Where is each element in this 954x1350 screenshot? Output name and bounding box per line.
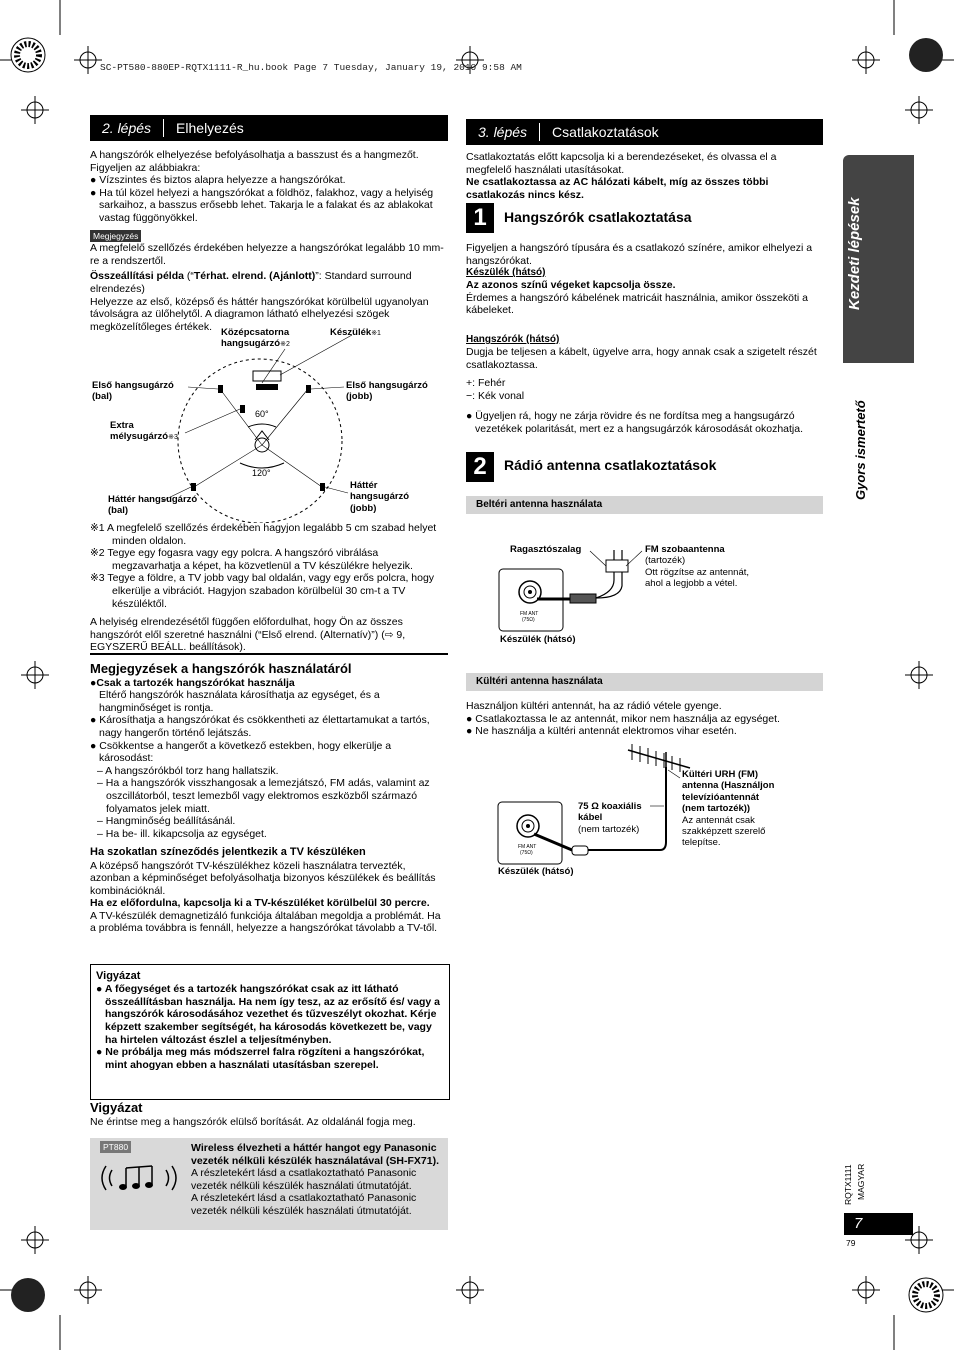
file-header: SC-PT580-880EP-RQTX1111-R_hu.book Page 7 Tuesday, January 19, 2010 9:58 AM [100,62,522,73]
step3-intro: Csatlakoztatás előtt kapcsolja ki a berendezéseket, és olvassa el a megfelelő használati utasításokat. [466,151,777,176]
label-coax: 75 Ω koaxiális kábel (nem tartozék) [578,801,642,835]
wireless-bold: Wireless élvezheti a háttér hangot egy Panasonic vezeték nélküli készülék használatával (SH-FX71). [191,1142,440,1167]
speakers-rear-head: Hangszórók (hátsó) [466,333,560,345]
label-front-right: Első hangsugárzó (jobb) [346,380,428,403]
svg-text:(75Ω): (75Ω) [520,850,533,856]
label-indoor-unit: Készülék (hátsó) [500,634,576,645]
step3-bar [466,119,823,145]
step3-number: 3. lépés [466,123,540,141]
step2-bar [90,115,448,141]
language-label: MAGYAR [856,1163,866,1200]
page-number-small: 79 [846,1238,856,1248]
dash-3: – Hangminőség beállításánál. [97,815,236,828]
step3-title: Csatlakoztatások [552,123,659,140]
caution-2-title: Vigyázat [90,1100,143,1115]
page-number: 7 [844,1213,913,1235]
tv-text: A középső hangszórót TV-készülékhez közeli használatra tervezték, azonban a képminőséget befolyásolhatja bizonyos készülékek és beállítás kombinációknál. [90,859,436,897]
polarity-bullet: ● Ügyeljen rá, hogy ne zárja rövidre és ne fordítsa meg a hangsugárzó vezetékek polaritását, mert ez a hangsugárzók károsodását okozhatja. [466,410,804,435]
left-column [90,115,448,333]
speaker-notes-bullet-2: ● Csökkentse a hangerőt a következő estekben, hogy elkerülje a károsodást: [90,739,392,765]
step2-number: 2. lépés [90,119,164,137]
fm-plug [570,594,596,603]
label-center-speaker: Középcsatorna hangsugárzó※2 [221,327,290,350]
speakers-rear-text: Dugja be teljesen a kábelt, ügyelve arra, hogy annak csak a szigetelt részét csatlakoztassa. [466,345,817,371]
caution-box-title: Vigyázat [96,970,141,982]
substep-1-title: Hangszórók csatlakoztatása [504,209,692,225]
wire-plus: +: Fehér [466,377,506,390]
tv-text-2: A TV-készülék demagnetizáló funkciója általában megoldja a problémát. Ha a probléma továbbra is fennáll, helyezze a hangszórókat távolabb a TV-től. [90,909,441,935]
front-right-speaker-shape [306,385,311,393]
outdoor-antenna-bar: Kültéri antenna használata [466,673,823,691]
substep-1-body [466,242,823,436]
speaker-notes-title: Megjegyzések a hangszórók használatáról [90,661,352,676]
wireless-box [90,1138,448,1230]
pt880-tag: PT880 [100,1141,131,1153]
substep-1-text: Figyeljen a hangszóró típusára és a csatlakozó színére, amikor elhelyezi a hangszórókat. [466,242,813,267]
wire-minus: −: Kék vonal [466,389,525,402]
rear-left-speaker-shape [191,483,196,491]
label-front-left: Első hangsugárzó (bal) [92,380,174,403]
side-tab-label-1: Kezdeti lépések [846,197,863,310]
rear-right-speaker-shape [320,483,325,491]
indoor-antenna-bar: Beltéri antenna használata [466,496,823,514]
center-speaker-shape [256,384,278,390]
dash-4: – Ha be- ill. kikapcsolja az egységet. [97,827,267,840]
label-unit: Készülék※1 [330,327,381,338]
step2-note: A megfelelő szellőzés érdekében helyezze a hangszórókat legalább 10 mm-re a rendszertől. [90,242,444,267]
caution-2 [90,1100,448,1128]
speaker-notes-bullet-1: ● Károsíthatja a hangszórókat és csökkentheti az élettartamukat a tartós, nagy hangerőn történő lejátszás. [90,714,430,739]
footnote-3: ※3 Tegye a földre, a TV jobb vagy bal oldalán, vagy egy erős polcra, hogy elkerülje a vibrációt. Hagyjon szabadon körülbelül 30 cm-t a TV készüléktől. [90,572,435,610]
substep-2-number: 2 [466,452,494,482]
outdoor-text-block [466,700,823,738]
doc-code: RQTX1111 [843,1164,853,1205]
dash-2: – Ha a hangszórók visszhangosak a lemezjátszó, FM adás, valamint az oszcillátorból, teszt lemezből vagy elektromos eszközből származó folyamatos jelek miatt. [97,777,430,815]
tape-shape [606,560,628,572]
label-rear-right: Háttér hangsugárzó (jobb) [350,480,410,514]
svg-text:FM ANT: FM ANT [518,844,537,850]
unit-rear-text: Érdemes a hangszóró kábelének matricáit használnia, amikor összeköti a kábeleket. [466,291,809,317]
outdoor-bullet-1: ● Csatlakoztassa le az antennát, mikor nem használja az egységet. [466,712,780,725]
speaker-notes-lead-text: Eltérő hangszórók használata károsíthatja az egységet, és a hangminőséget is rontja. [99,689,380,714]
label-outdoor-antenna: Kültéri URH (FM) antenna (Használjon televízióantennát (nem tartozék)) Az antennát csak szakképzett szerelő telepítse. [682,769,775,849]
footnote-1: ※1 A megfelelő szellőzés érdekében hagyjon legalább 5 cm szabad helyet minden oldalon. [90,522,437,547]
music-wireless-icon [98,1158,180,1198]
step2-title: Elhelyezés [176,119,244,136]
step2-bullet-1: ● Vízszintes és biztos alapra helyezze a hangszórókat. [90,174,346,187]
label-subwoofer: Extra mélysugárzó※3 [110,420,178,443]
angle-120: 120° [252,468,271,478]
outdoor-text: Használjon kültéri antennát, ha az rádió vétele gyenge. [466,700,722,712]
step2-intro: A hangszórók elhelyezése befolyásolhatja a basszust és a hangmezőt. Figyeljen az alábbiakra: [90,149,419,174]
unit-rear-bold: Az azonos színű végeket kapcsolja össze. [466,279,676,292]
wireless-text-2: A részletekért lásd a csatlakoztatható Panasonic vezeték nélküli készülék használati útmutatóját. [191,1192,417,1217]
side-tab-label-2: Gyors ismertető [853,400,868,500]
speaker-notes [90,661,448,935]
wireless-text-1: A részletekért lásd a csatlakoztatható Panasonic vezeték nélküli készülék használati útmutatóját. [191,1167,417,1192]
label-fm-antenna: FM szobaantenna (tartozék) Ott rögzítse az antennát, ahol a legjobb a vétel. [645,544,750,590]
caution-item-1: ● A főegységet és a tartozék hangszórókat csak az itt látható összeállításban használja. Ha nem így tesz, az az erősítő és/ vagy a hangszórók károsodásához vezethet és tűzveszélyt okozhat. Kérje képzett szakember segítségét, ha károsodás következett be, vagy ha hirtelen változást észlel a teljesítményben. [96,983,440,1046]
coax-plug [572,846,588,855]
note-tag: Megjegyzés [90,230,141,242]
footnotes-block [90,522,448,654]
unit-rear-head: Készülék (hátsó) [466,267,546,279]
step3-intro-bold: Ne csatlakoztassa az AC hálózati kábelt, míg az összes többi csatlakozás nincs kész. [466,176,769,201]
example-text: Helyezze az első, középső és háttér hangszórókat körülbelül ugyanolyan távolságra az ülőhelytől. A diagramon látható elhelyezési szögek megközelítőleges értékek. [90,295,429,333]
label-outdoor-unit: Készülék (hátsó) [498,866,574,877]
speaker-notes-lead: ●Csak a tartozék hangszórókat használja [90,676,295,689]
example-line: Összeállítási példa (“Térhat. elrend. (Ajánlott)”: Standard surround elrendezés) [90,270,412,295]
dash-1: – A hangszórókból torz hang hallatszik. [97,764,279,777]
label-tape: Ragasztószalag [510,544,582,555]
caution-item-2: ● Ne próbálja meg más módszerrel falra rögzíteni a hangszórókat, mint ahogyan ebben a használati utasításban szerepel. [96,1046,425,1071]
svg-text:FM ANT: FM ANT [520,611,539,617]
svg-text:(75Ω): (75Ω) [522,617,535,623]
angle-60: 60° [255,409,269,419]
subwoofer-shape [240,405,245,413]
alt-layout-text: A helyiség elrendezésétől függően előfordulhat, hogy Ön az összes hangszórót elől szeretné használni (“Első elrend. (Alternatív)”) (⇨ 9, EGYSZERŰ BEÁLL. beállítások). [90,616,406,654]
substep-2-title: Rádió antenna csatlakoztatások [504,457,717,473]
outdoor-bullet-2: ● Ne használja a kültéri antennát elektromos vihar esetén. [466,725,737,738]
caution-2-text: Ne érintse meg a hangszórók elülső borítását. Az oldalánál fogja meg. [90,1115,416,1128]
footnote-2: ※2 Tegye egy fogasra vagy egy polcra. A hangszóró vibrálása megzavarhatja a képet, ha közvetlenül a TV készülékre helyezik. [90,547,413,572]
tv-bold: Ha ez előfordulna, kapcsolja ki a TV-készüléket körülbelül 30 percre. [90,897,430,910]
divider [90,653,448,655]
substep-1-number: 1 [466,203,494,233]
caution-box [90,964,450,1100]
label-rear-left: Háttér hangsugárzó (bal) [108,494,198,517]
right-column [466,119,823,201]
tv-title: Ha szokatlan színeződés jelentkezik a TV készüléken [90,846,366,859]
step2-bullet-2: ● Ha túl közel helyezi a hangszórókat a földhöz, falakhoz, vagy a helyiség sarkaihoz, a basszus erősebb lehet. Takarja le a falakat és az ablakokat vastag függönyökkel. [90,186,434,224]
